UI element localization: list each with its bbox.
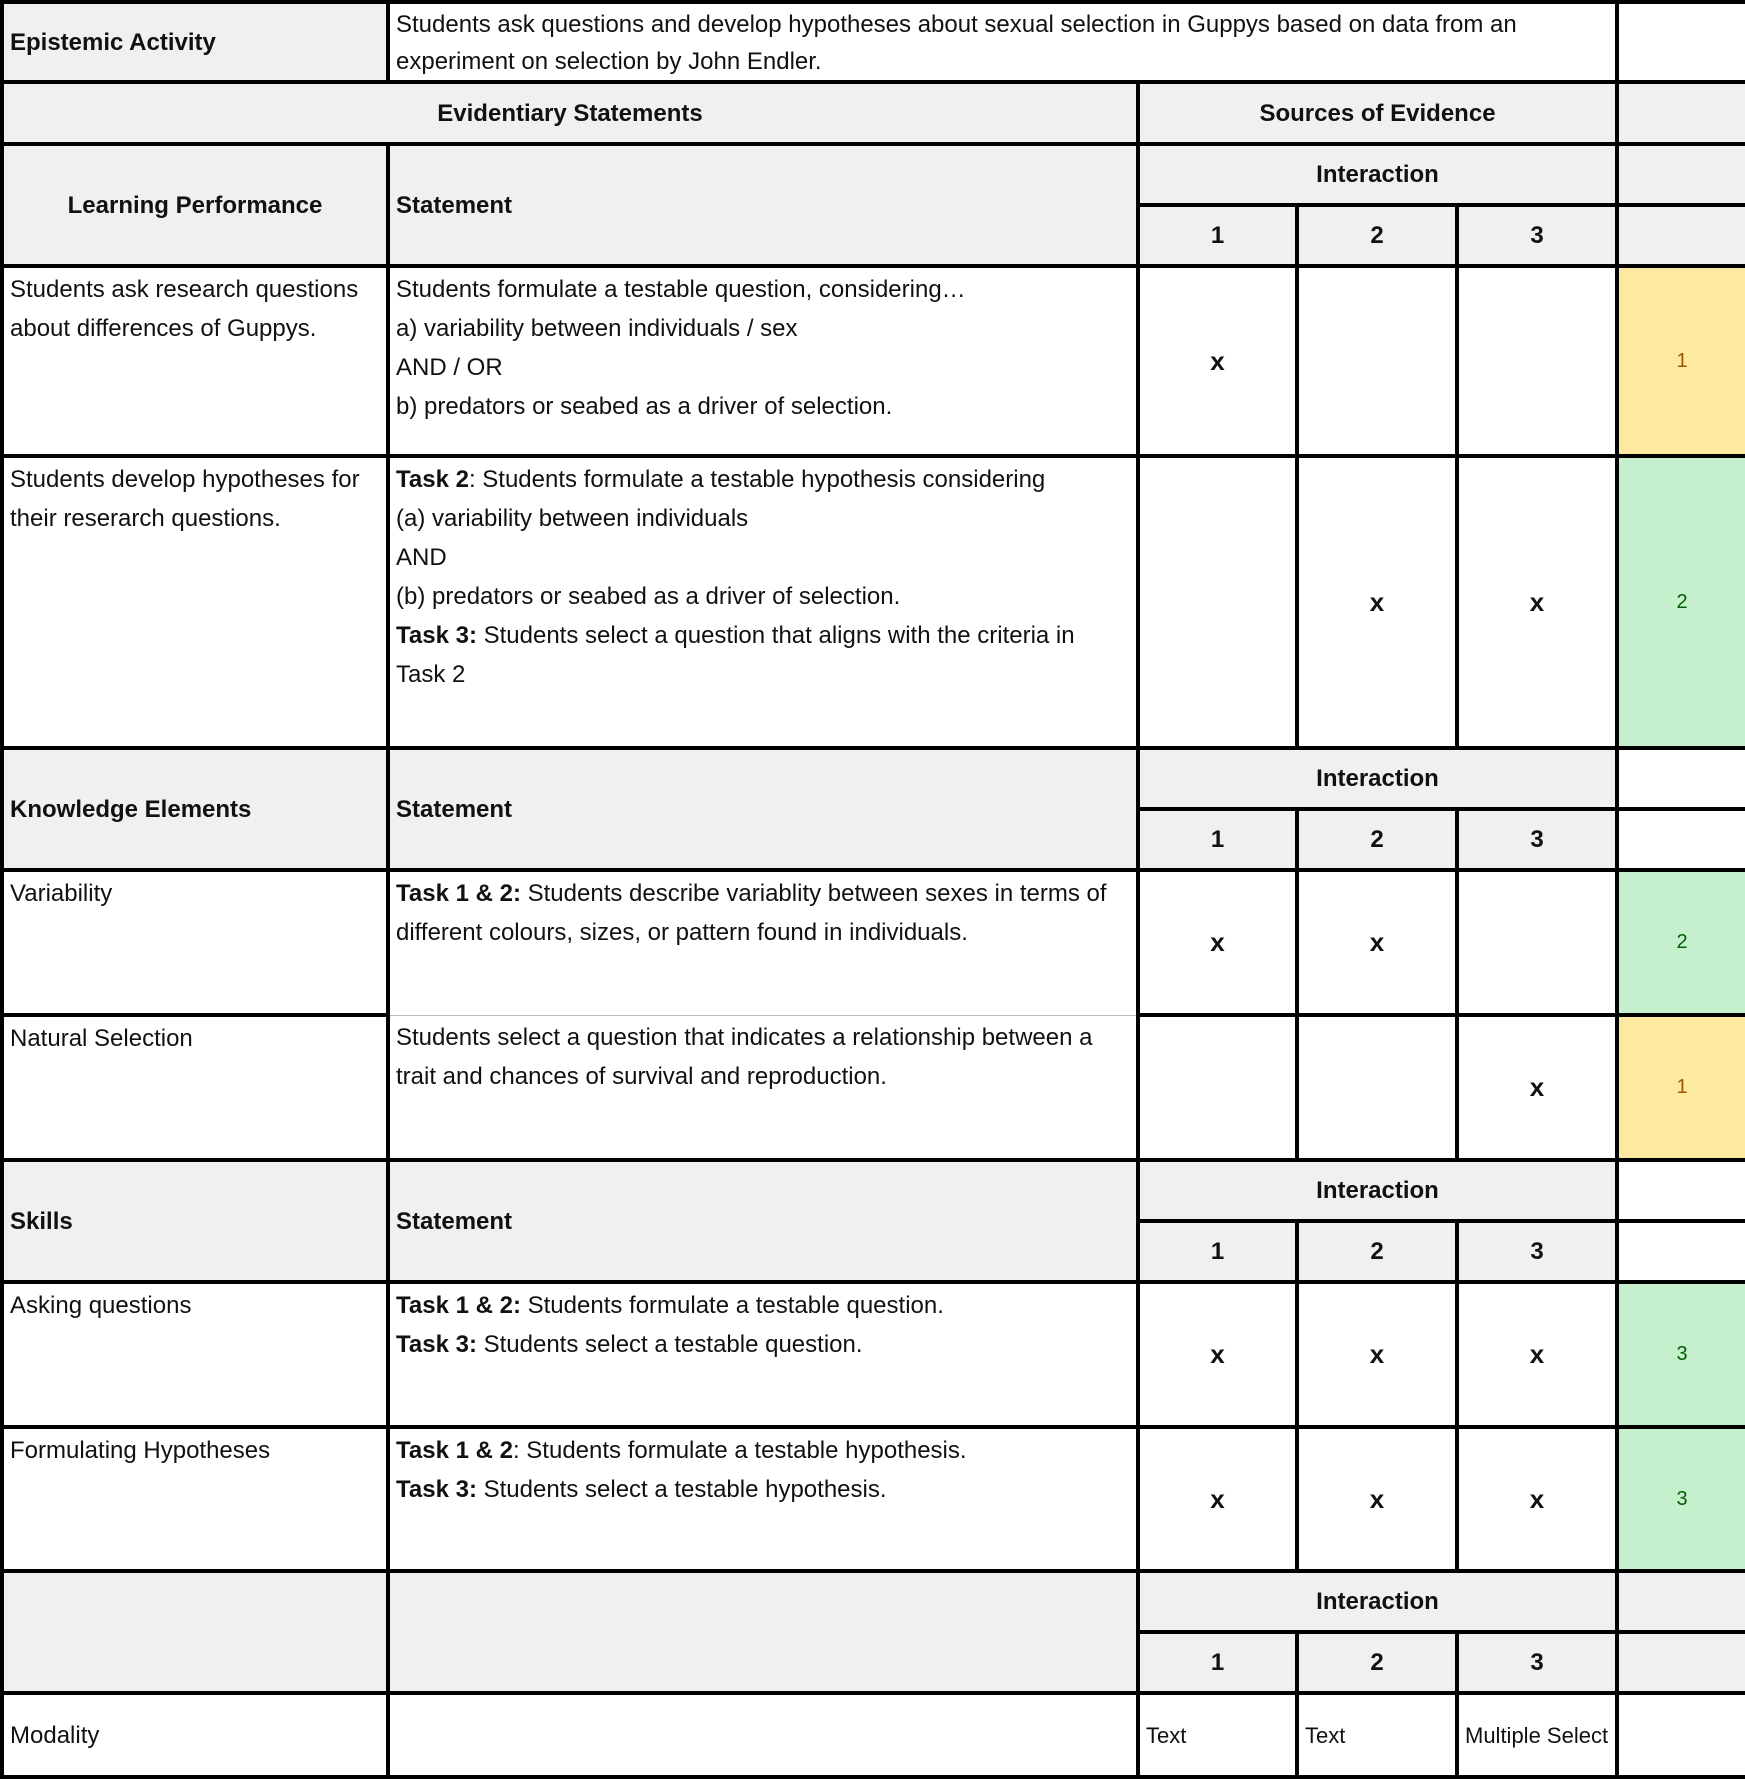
- empty-cell: [388, 1693, 1138, 1777]
- table-row: [2, 266, 1745, 456]
- evidence-mark-2: x: [1297, 1427, 1457, 1571]
- evidence-mark-3: [1457, 870, 1617, 1015]
- statement-text: (b) predators or seabed as a driver of selection.: [396, 583, 901, 610]
- task-label: Task 2: [396, 466, 469, 493]
- interaction-col-1: 1: [1138, 205, 1297, 266]
- statement-header: Statement: [388, 1160, 1138, 1282]
- empty-cell: [1617, 748, 1745, 809]
- interaction-col-3: 3: [1457, 1221, 1617, 1282]
- evidence-mark-3: x: [1457, 456, 1617, 748]
- statement-cell: [388, 1427, 1138, 1571]
- statement-text: AND: [396, 544, 447, 571]
- task-label: Task 3:: [396, 622, 477, 649]
- epistemic-activity-label: Epistemic Activity: [2, 2, 388, 82]
- section-header: Skills: [2, 1160, 388, 1282]
- statement-line: [396, 1325, 1130, 1364]
- statement-cell: [388, 870, 1138, 1015]
- interaction-col-2: 2: [1297, 1221, 1457, 1282]
- interaction-col-2: 2: [1297, 1632, 1457, 1693]
- statement-line: [396, 270, 1130, 309]
- row-label: Formulating Hypotheses: [2, 1427, 388, 1571]
- table-row: [2, 870, 1745, 1015]
- table-row: [2, 1282, 1745, 1427]
- empty-cell: [1617, 809, 1745, 870]
- statement-line: [396, 1470, 1130, 1509]
- row-label: Natural Selection: [2, 1015, 388, 1160]
- evidence-mark-1: x: [1138, 870, 1297, 1015]
- task-label: Task 3:: [396, 1331, 477, 1358]
- modality-value-1: Text: [1138, 1693, 1297, 1777]
- evidence-mark-2: x: [1297, 456, 1457, 748]
- interaction-header: Interaction: [1138, 1571, 1617, 1632]
- table-row: [2, 1427, 1745, 1571]
- evidentiary-statements-header: Evidentiary Statements: [2, 82, 1138, 144]
- empty-cell: [1617, 2, 1745, 82]
- statement-line: [396, 577, 1130, 616]
- statement-header: [388, 1571, 1138, 1693]
- table-row: [2, 456, 1745, 748]
- statement-line: [396, 309, 1130, 348]
- interaction-col-1: 1: [1138, 1632, 1297, 1693]
- task-label: Task 1 & 2:: [396, 1292, 521, 1319]
- statement-text: Students describe variablity between sexes in terms of different colours, sizes, or pattern found in individuals.: [396, 880, 1107, 946]
- section-header: Learning Performance: [2, 144, 388, 266]
- section-header: Knowledge Elements: [2, 748, 388, 870]
- statement-text: AND / OR: [396, 354, 503, 381]
- statement-cell: [388, 1282, 1138, 1427]
- score-badge: 2: [1617, 870, 1745, 1015]
- evidence-mark-1: x: [1138, 1282, 1297, 1427]
- statement-text: Students formulate a testable question.: [520, 1292, 944, 1319]
- empty-cell: [1617, 205, 1745, 266]
- statement-cell: [388, 266, 1138, 456]
- interaction-header: Interaction: [1138, 1160, 1617, 1221]
- task-label: Task 1 & 2:: [396, 880, 521, 907]
- statement-text: b) predators or seabed as a driver of selection.: [396, 393, 893, 420]
- interaction-header: Interaction: [1138, 144, 1617, 205]
- evidence-mark-1: [1138, 1015, 1297, 1160]
- modality-value-2: Text: [1297, 1693, 1457, 1777]
- interaction-col-2: 2: [1297, 205, 1457, 266]
- row-label: Variability: [2, 870, 388, 1015]
- table-row: [2, 1015, 1745, 1160]
- score-badge: 2: [1617, 456, 1745, 748]
- evidence-mark-1: [1138, 456, 1297, 748]
- interaction-col-1: 1: [1138, 809, 1297, 870]
- evidence-mark-1: x: [1138, 266, 1297, 456]
- statement-line: [396, 1286, 1130, 1325]
- statement-header: Statement: [388, 144, 1138, 266]
- statement-text: Students select a question that indicates a relationship between a trait and chances of survival and reproduction.: [396, 1023, 1093, 1090]
- modality-label: Modality: [2, 1693, 388, 1777]
- interaction-col-3: 3: [1457, 809, 1617, 870]
- score-badge: 3: [1617, 1282, 1745, 1427]
- evidence-mark-3: x: [1457, 1015, 1617, 1160]
- statement-line: [396, 874, 1130, 952]
- evidence-mark-3: x: [1457, 1427, 1617, 1571]
- modality-row: [2, 1693, 1745, 1777]
- interaction-col-1: 1: [1138, 1221, 1297, 1282]
- empty-cell: [1617, 1221, 1745, 1282]
- row-label: Asking questions: [2, 1282, 388, 1427]
- statement-cell: [388, 456, 1138, 748]
- score-badge: 3: [1617, 1427, 1745, 1571]
- statement-line: [396, 538, 1130, 577]
- empty-cell: [1617, 144, 1745, 205]
- empty-cell: [1617, 82, 1745, 144]
- row-label: Students develop hypotheses for their reserarch questions.: [2, 456, 388, 748]
- statement-text: Students formulate a testable question, considering…: [396, 276, 966, 303]
- row-label: Students ask research questions about differences of Guppys.: [2, 266, 388, 456]
- empty-cell: [1617, 1632, 1745, 1693]
- statement-text: Students select a testable hypothesis.: [476, 1476, 887, 1503]
- empty-cell: [1617, 1693, 1745, 1777]
- task-label: Task 3:: [396, 1476, 477, 1503]
- evidence-mark-1: x: [1138, 1427, 1297, 1571]
- empty-cell: [1617, 1571, 1745, 1632]
- evidence-mark-2: x: [1297, 1282, 1457, 1427]
- statement-text: (a) variability between individuals: [396, 505, 749, 532]
- statement-text: : Students formulate a testable hypothesis.: [512, 1437, 967, 1464]
- evidence-mark-2: [1297, 1015, 1457, 1160]
- task-label: Task 1 & 2: [396, 1437, 513, 1464]
- statement-text: : Students formulate a testable hypothesis considering: [468, 466, 1046, 493]
- statement-cell: [388, 1015, 1138, 1160]
- interaction-header: Interaction: [1138, 748, 1617, 809]
- statement-line: [396, 387, 1130, 426]
- statement-text: a) variability between individuals / sex: [396, 315, 798, 342]
- statement-line: [396, 1018, 1130, 1096]
- statement-text: Students select a question that aligns with the criteria in Task 2: [396, 622, 1075, 688]
- evidence-mark-2: x: [1297, 870, 1457, 1015]
- statement-line: [396, 616, 1130, 694]
- section-header: [2, 1571, 388, 1693]
- interaction-col-3: 3: [1457, 1632, 1617, 1693]
- evidence-mark-3: x: [1457, 1282, 1617, 1427]
- evidence-mark-2: [1297, 266, 1457, 456]
- statement-text: Students select a testable question.: [476, 1331, 863, 1358]
- epistemic-activity-text: Students ask questions and develop hypotheses about sexual selection in Guppys based on data from an experiment on selection by John Endler.: [388, 2, 1617, 82]
- score-badge: 1: [1617, 1015, 1745, 1160]
- interaction-col-2: 2: [1297, 809, 1457, 870]
- statement-header: Statement: [388, 748, 1138, 870]
- evidence-mark-3: [1457, 266, 1617, 456]
- sources-of-evidence-header: Sources of Evidence: [1138, 82, 1617, 144]
- modality-value-3: Multiple Select: [1457, 1693, 1617, 1777]
- score-badge: 1: [1617, 266, 1745, 456]
- statement-line: [396, 499, 1130, 538]
- interaction-col-3: 3: [1457, 205, 1617, 266]
- statement-line: [396, 348, 1130, 387]
- statement-line: [396, 1431, 1130, 1470]
- empty-cell: [1617, 1160, 1745, 1221]
- statement-line: [396, 460, 1130, 499]
